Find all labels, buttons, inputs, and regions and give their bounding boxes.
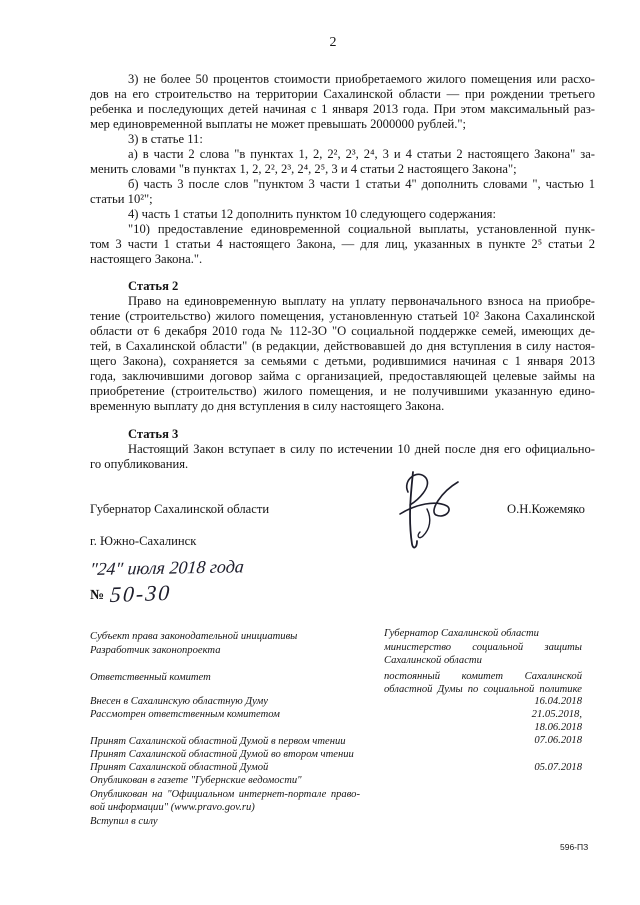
text-line: приобретение (строительство) жилого помещения, и не получившими указанную едино- — [90, 384, 595, 398]
text-line: 3) в статье 11: — [128, 132, 203, 146]
info-label: вой информации" (www.pravo.gov.ru) — [90, 802, 255, 813]
article-1-continuation — [90, 72, 595, 267]
info-value: Губернатор Сахалинской области — [384, 628, 539, 639]
text-line: 4) часть 1 статьи 12 дополнить пунктом 10 следующего содержания: — [128, 207, 496, 221]
info-date: 05.07.2018 — [534, 762, 582, 773]
info-date: 16.04.2018 — [534, 696, 582, 707]
text-line: настоящего Закона.". — [90, 252, 203, 266]
info-label: Разработчик законопроекта — [90, 645, 221, 656]
article-2-title: Статья 2 — [128, 279, 179, 293]
number-label: № — [90, 588, 105, 603]
info-label: Рассмотрен ответственным комитетом — [90, 709, 280, 720]
info-label: Принят Сахалинской областной Думой во втором чтении — [90, 749, 354, 760]
handwritten-signature — [386, 462, 466, 554]
article-3-title: Статья 3 — [128, 427, 179, 441]
article-3 — [90, 426, 595, 472]
info-label: Ответственный комитет — [90, 672, 211, 683]
info-value: Сахалинской области — [384, 655, 482, 666]
text-line: том 3 части 1 статьи 4 настоящего Закона, — для лиц, указанных в пункте 2⁵ статьи 2 — [90, 237, 595, 251]
text-line: временную выплату до дня вступления в силу настоящего Закона. — [90, 399, 445, 413]
text-line: тение (строительство) жилого помещения, установленную статьей 10² Закона Сахалинской — [90, 309, 595, 323]
info-value: министерство социальной защиты — [384, 642, 582, 653]
page-number: 2 — [329, 35, 337, 50]
info-label: Внесен в Сахалинскую областную Думу — [90, 696, 268, 707]
info-label: Опубликован в газете "Губернские ведомости" — [90, 775, 302, 786]
handwritten-law-number: 50-30 — [109, 579, 173, 608]
text-line: "10) предоставление единовременной социальной выплаты, установленной пунк- — [128, 222, 595, 236]
text-line: го опубликования. — [90, 457, 189, 471]
document-code: 596-ПЗ — [560, 842, 589, 852]
text-line: тей, в Сахалинской области" (в редакции, действовавшей до дня вступления в силу настоя- — [90, 339, 595, 353]
text-line: года, заключившими договор займа с организацией, предоставляющей целевые займы на — [90, 369, 595, 383]
text-line: ребенка и последующих детей начиная с 1 января 2013 года. При этом максимальный раз- — [90, 102, 595, 116]
city: г. Южно-Сахалинск — [90, 534, 197, 548]
info-label: Вступил в силу — [90, 816, 158, 827]
article-2 — [90, 278, 595, 414]
info-date: 18.06.2018 — [534, 722, 582, 733]
text-line: статьи 10²"; — [90, 192, 153, 206]
text-line: мер единовременной выплаты не может превышать 2000000 рублей."; — [90, 117, 467, 131]
text-line: дов на его строительство на территории Сахалинской области — при рождении третьего — [90, 87, 595, 101]
text-line: Право на единовременную выплату на уплату первоначального взноса на приобре- — [128, 294, 595, 308]
text-line: а) в части 2 слова "в пунктах 1, 2, 2², 2³, 2⁴, 3 и 4 статьи 2 настоящего Закона" за- — [128, 147, 595, 161]
info-date: 21.05.2018, — [531, 709, 582, 720]
info-date: 07.06.2018 — [534, 735, 582, 746]
info-label: Принят Сахалинской областной Думой в первом чтении — [90, 736, 346, 747]
info-value: постоянный комитет Сахалинской — [384, 671, 582, 682]
signatory-title: Губернатор Сахалинской области — [90, 502, 270, 516]
text-line: щего Закона), сохраняется за семьями с детьми, родившимися начиная с 1 января 2013 — [90, 354, 595, 368]
text-line: Настоящий Закон вступает в силу по истечении 10 дней после дня его официально- — [128, 442, 595, 456]
handwritten-date: "24" июля 2018 года — [89, 556, 245, 580]
text-line: б) часть 3 после слов "пунктом 3 части 1 статьи 4" дополнить словами ", частью 1 — [128, 177, 595, 191]
text-line: области от 6 декабря 2010 года № 112-ЗО "О социальной поддержке семей, имеющих де- — [90, 324, 595, 338]
info-value: областной Думы по социальной политике — [384, 684, 582, 695]
info-label: Опубликован на "Официальном интернет-портале право- — [90, 789, 360, 800]
text-line: 3) не более 50 процентов стоимости приобретаемого жилого помещения или расхо- — [128, 72, 595, 86]
info-label: Принят Сахалинской областной Думой — [90, 762, 269, 773]
info-label: Субъект права законодательной инициативы — [90, 631, 298, 642]
signatory-name: О.Н.Кожемяко — [507, 502, 585, 516]
text-line: менить словами "в пунктах 1, 2, 2², 2³, 2⁴, 2⁵, 3 и 4 статьи 2 настоящего Закона"; — [90, 162, 517, 176]
